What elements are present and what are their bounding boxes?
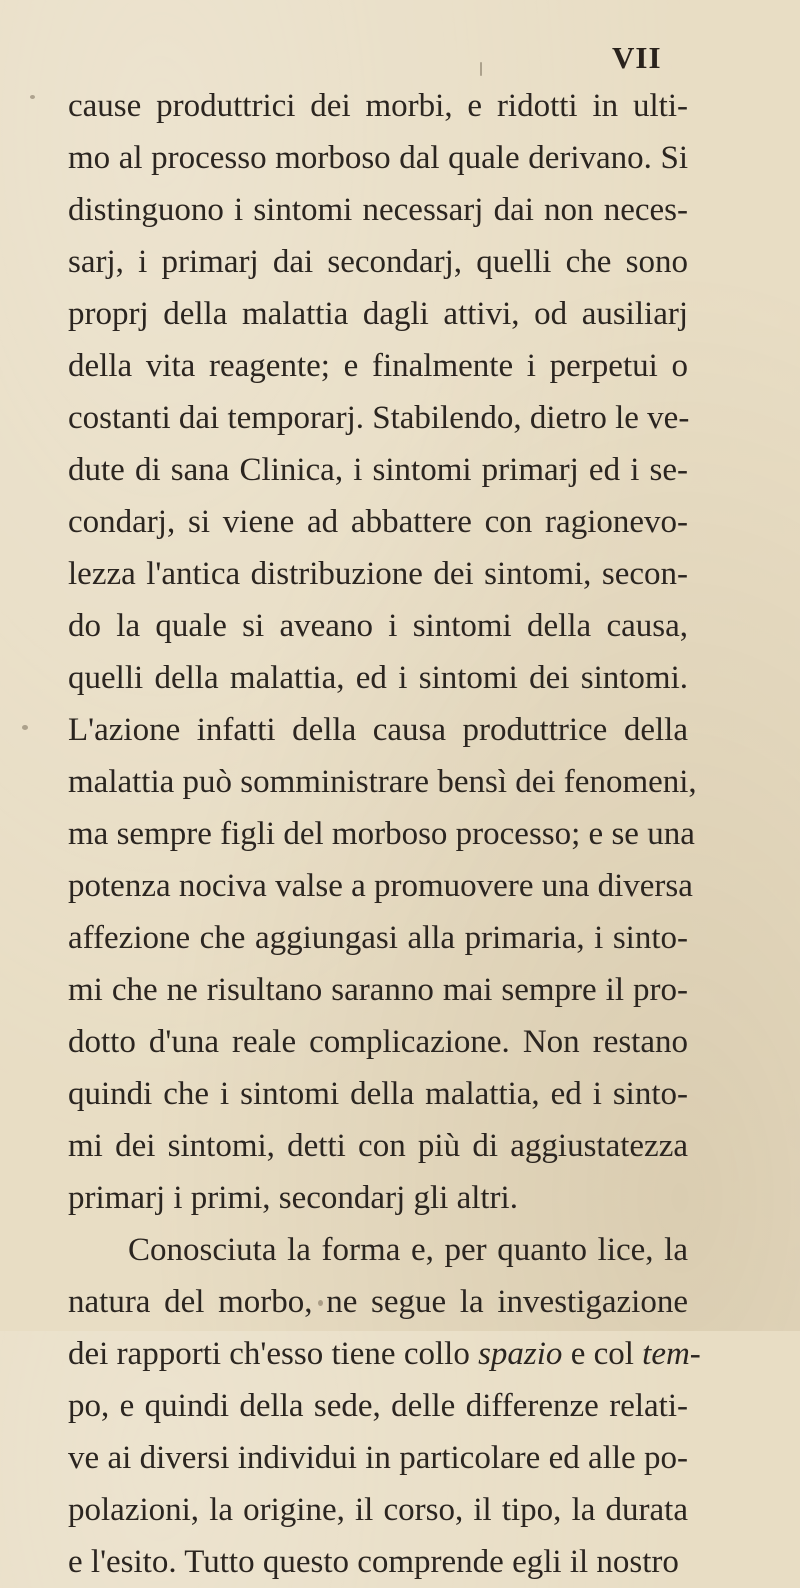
text-line: della vita reagente; e finalmente i perpetui o (68, 348, 688, 384)
text-line: po, e quindi della sede, delle differenze relati- (68, 1388, 688, 1424)
italic-word: spazio (478, 1336, 563, 1372)
text-line: sarj, i primarj dai secondarj, quelli che sono (68, 244, 688, 280)
paper-speck (30, 95, 35, 99)
text-line: condarj, si viene ad abbattere con ragionevo- (68, 504, 688, 540)
text-line: e l'esito. Tutto questo comprende egli il nostro (68, 1544, 679, 1580)
text-line: quelli della malattia, ed i sintomi dei sintomi. (68, 660, 688, 696)
text-line: ma sempre figli del morboso processo; e se una (68, 816, 695, 852)
text-line: potenza nociva valse a promuovere una diversa (68, 868, 693, 904)
paper-speck (318, 1300, 323, 1306)
paper-speck (22, 725, 28, 730)
text-line: dotto d'una reale complicazione. Non restano (68, 1024, 688, 1060)
text-line: costanti dai temporarj. Stabilendo, dietro le ve- (68, 400, 690, 436)
paper-speck (480, 62, 482, 76)
text-line: cause produttrici dei morbi, e ridotti in ulti- (68, 88, 688, 124)
text-line: distinguono i sintomi necessarj dai non neces- (68, 192, 688, 228)
page-number: VII (612, 40, 662, 75)
text-line: proprj della malattia dagli attivi, od ausiliarj (68, 296, 688, 332)
text-line: do la quale si aveano i sintomi della causa, (68, 608, 688, 644)
text-line: mi dei sintomi, detti con più di aggiustatezza (68, 1128, 688, 1164)
text-line: primarj i primi, secondarj gli altri. (68, 1180, 518, 1216)
italic-word: tem- (642, 1336, 701, 1372)
text-line: dei rapporti ch'esso tiene collo spazio e col tem- (68, 1336, 701, 1372)
body-text (68, 80, 701, 1588)
text-line: malattia può somministrare bensì dei fenomeni, (68, 764, 697, 800)
text-line: mo al processo morboso dal quale derivano. Si (68, 140, 688, 176)
text-line: ve ai diversi individui in particolare ed alle po- (68, 1440, 688, 1476)
text-line: polazioni, la origine, il corso, il tipo, la durata (68, 1492, 688, 1528)
text-line: affezione che aggiungasi alla primaria, i sinto- (68, 920, 688, 956)
text-line: natura del morbo, ne segue la investigazione (68, 1284, 688, 1320)
text-line: quindi che i sintomi della malattia, ed i sinto- (68, 1076, 688, 1112)
text-line: L'azione infatti della causa produttrice della (68, 712, 688, 748)
text-line: dute di sana Clinica, i sintomi primarj ed i se- (68, 452, 688, 488)
text-line: mi che ne risultano saranno mai sempre il pro- (68, 972, 688, 1008)
paragraph-first-line: Conosciuta la forma e, per quanto lice, la (128, 1232, 688, 1268)
text-line: lezza l'antica distribuzione dei sintomi, secon- (68, 556, 688, 592)
